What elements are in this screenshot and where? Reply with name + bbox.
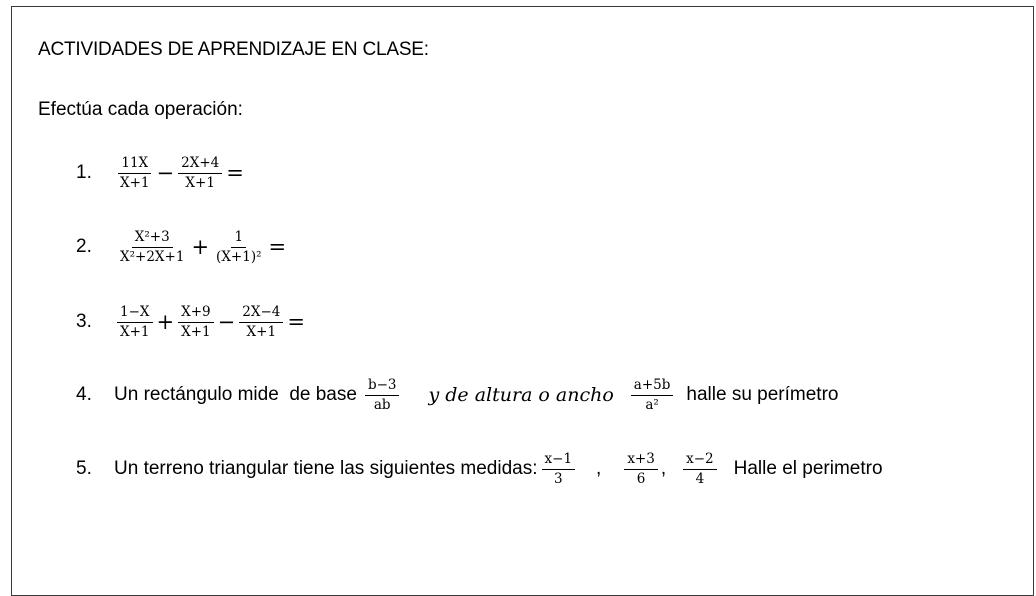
operator: + [191, 235, 210, 260]
numerator: X²+3 [132, 229, 173, 248]
exercise-3 [76, 304, 306, 341]
fraction [683, 451, 717, 488]
denominator: 3 [553, 470, 563, 487]
numerator: 11X [118, 155, 151, 174]
operator: + [156, 310, 175, 335]
denominator: ab [373, 396, 391, 413]
fraction [213, 229, 264, 266]
exercise-2 [76, 229, 287, 266]
fraction [239, 304, 283, 341]
numerator: x−1 [542, 451, 576, 470]
numerator: 2X+4 [178, 155, 222, 174]
exercise-text: halle su perímetro [686, 384, 839, 406]
denominator: a² [645, 396, 659, 413]
operator: − [217, 310, 236, 335]
denominator: 6 [636, 470, 646, 487]
exercise-number: 2. [76, 236, 92, 258]
numerator: x+3 [624, 451, 658, 470]
denominator: 4 [695, 470, 705, 487]
exercise-5 [76, 451, 883, 488]
activities-heading: ACTIVIDADES DE APRENDIZAJE EN CLASE: [38, 39, 429, 60]
exercise-number: 1. [76, 162, 92, 184]
fraction [178, 304, 214, 341]
denominator: X+1 [120, 174, 150, 191]
numerator: 2X−4 [239, 304, 283, 323]
numerator: 1−X [117, 304, 153, 323]
exercise-text: Un terreno triangular tiene las siguientes medidas: [114, 458, 538, 480]
numerator: x−2 [683, 451, 717, 470]
exercise-4 [76, 377, 838, 414]
denominator: X+1 [246, 323, 277, 340]
exercise-number: 5. [76, 458, 92, 480]
exercise-1 [76, 155, 245, 192]
exercise-text: Un rectángulo mide de base [114, 384, 357, 406]
exercise-number: 3. [76, 311, 92, 333]
fraction [542, 451, 576, 488]
operator: − [156, 161, 175, 186]
denominator: X+1 [181, 323, 211, 340]
separator: , [596, 458, 602, 480]
fraction [365, 377, 400, 414]
denominator: X²+2X+1 [120, 248, 185, 265]
exercise-text: Halle el perimetro [733, 458, 883, 480]
exercise-number: 4. [76, 384, 92, 406]
fraction [117, 304, 153, 341]
equals-sign: = [287, 310, 305, 335]
fraction [624, 451, 658, 488]
fraction [631, 377, 674, 414]
numerator: b−3 [365, 377, 400, 396]
numerator: X+9 [178, 304, 214, 323]
equals-sign: = [226, 161, 244, 186]
document-page [11, 6, 1034, 596]
fraction [117, 155, 153, 192]
italic-math-text: y de altura o ancho [428, 384, 614, 407]
equals-sign: = [268, 235, 287, 260]
separator: , [660, 458, 667, 480]
numerator: 1 [231, 229, 246, 248]
fraction [178, 155, 222, 192]
fraction [117, 229, 187, 266]
denominator: (X+1)² [216, 248, 262, 265]
instruction-text: Efectúa cada operación: [38, 99, 243, 120]
denominator: X+1 [185, 174, 215, 191]
denominator: X+1 [120, 323, 150, 340]
numerator: a+5b [631, 377, 674, 396]
